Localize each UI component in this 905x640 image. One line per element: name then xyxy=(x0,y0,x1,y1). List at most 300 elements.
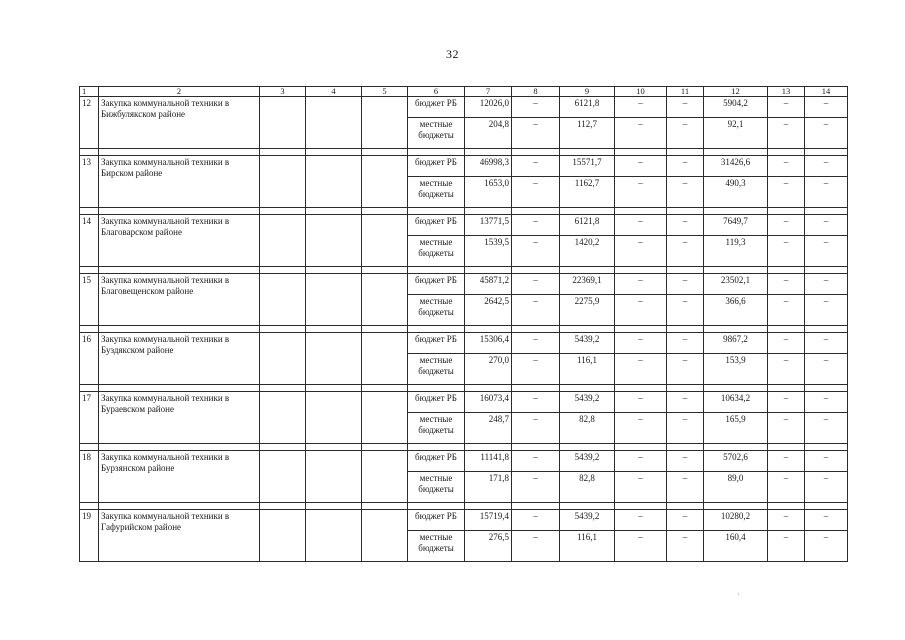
column-header-4: 4 xyxy=(306,87,362,97)
value-cell-c10: – xyxy=(615,354,667,385)
separator-cell xyxy=(306,149,362,156)
column-header-11: 11 xyxy=(667,87,704,97)
separator-cell xyxy=(260,385,306,392)
separator-cell xyxy=(465,267,512,274)
value-cell-c10: – xyxy=(615,97,667,118)
table-row xyxy=(80,392,848,413)
empty-cell xyxy=(260,215,306,267)
separator-cell xyxy=(99,267,260,274)
value-cell-c13: – xyxy=(768,118,805,149)
value-cell-c8: – xyxy=(512,97,560,118)
empty-cell xyxy=(260,97,306,149)
value-cell-c7: 1539,5 xyxy=(465,236,512,267)
separator-cell xyxy=(704,267,768,274)
separator-cell xyxy=(512,208,560,215)
separator-cell xyxy=(306,267,362,274)
value-cell-c12: 5702,6 xyxy=(704,451,768,472)
value-cell-c14: – xyxy=(805,333,848,354)
value-cell-c9: 5439,2 xyxy=(560,510,615,531)
separator-cell xyxy=(260,503,306,510)
separator-cell xyxy=(465,503,512,510)
separator-cell xyxy=(99,326,260,333)
value-cell-c10: – xyxy=(615,510,667,531)
value-cell-c12: 23502,1 xyxy=(704,274,768,295)
separator-cell xyxy=(362,149,408,156)
value-cell-c11: – xyxy=(667,472,704,503)
column-header-12: 12 xyxy=(704,87,768,97)
separator-cell xyxy=(362,326,408,333)
value-cell-c11: – xyxy=(667,354,704,385)
separator-cell xyxy=(306,444,362,451)
funding-source: бюджет РБ xyxy=(408,215,465,236)
column-header-8: 8 xyxy=(512,87,560,97)
value-cell-c14: – xyxy=(805,274,848,295)
separator-cell xyxy=(768,444,805,451)
value-cell-c14: – xyxy=(805,413,848,444)
column-header-10: 10 xyxy=(615,87,667,97)
value-cell-c9: 5439,2 xyxy=(560,451,615,472)
funding-source: бюджет РБ xyxy=(408,333,465,354)
row-number: 18 xyxy=(80,451,99,503)
separator-cell xyxy=(704,149,768,156)
value-cell-c11: – xyxy=(667,156,704,177)
value-cell-c12: 10634,2 xyxy=(704,392,768,413)
value-cell-c13: – xyxy=(768,510,805,531)
separator-cell xyxy=(560,149,615,156)
column-header-13: 13 xyxy=(768,87,805,97)
separator-cell xyxy=(512,503,560,510)
column-header-6: 6 xyxy=(408,87,465,97)
separator-cell xyxy=(805,385,848,392)
group-separator xyxy=(80,267,848,274)
separator-cell xyxy=(362,444,408,451)
value-cell-c12: 89,0 xyxy=(704,472,768,503)
value-cell-c13: – xyxy=(768,451,805,472)
separator-cell xyxy=(615,326,667,333)
value-cell-c12: 119,3 xyxy=(704,236,768,267)
row-number: 13 xyxy=(80,156,99,208)
value-cell-c13: – xyxy=(768,236,805,267)
value-cell-c12: 31426,6 xyxy=(704,156,768,177)
value-cell-c7: 45871,2 xyxy=(465,274,512,295)
row-description: Закупка коммунальной техники в Благовещенском районе xyxy=(99,274,260,326)
separator-cell xyxy=(704,503,768,510)
value-cell-c14: – xyxy=(805,118,848,149)
empty-cell xyxy=(306,333,362,385)
separator-cell xyxy=(805,503,848,510)
separator-cell xyxy=(408,385,465,392)
value-cell-c14: – xyxy=(805,97,848,118)
value-cell-c10: – xyxy=(615,215,667,236)
value-cell-c9: 6121,8 xyxy=(560,97,615,118)
separator-cell xyxy=(260,444,306,451)
row-number: 19 xyxy=(80,510,99,562)
value-cell-c11: – xyxy=(667,392,704,413)
table-row xyxy=(80,510,848,531)
separator-cell xyxy=(615,444,667,451)
empty-cell xyxy=(362,215,408,267)
separator-cell xyxy=(362,503,408,510)
separator-cell xyxy=(704,326,768,333)
separator-cell xyxy=(560,267,615,274)
value-cell-c8: – xyxy=(512,295,560,326)
column-header-14: 14 xyxy=(805,87,848,97)
separator-cell xyxy=(805,149,848,156)
value-cell-c11: – xyxy=(667,118,704,149)
funding-source: бюджет РБ xyxy=(408,510,465,531)
empty-cell xyxy=(260,451,306,503)
value-cell-c7: 270,0 xyxy=(465,354,512,385)
column-header-3: 3 xyxy=(260,87,306,97)
value-cell-c8: – xyxy=(512,236,560,267)
value-cell-c14: – xyxy=(805,177,848,208)
value-cell-c10: – xyxy=(615,236,667,267)
value-cell-c7: 15306,4 xyxy=(465,333,512,354)
value-cell-c13: – xyxy=(768,392,805,413)
separator-cell xyxy=(306,503,362,510)
value-cell-c12: 7649,7 xyxy=(704,215,768,236)
value-cell-c14: – xyxy=(805,354,848,385)
separator-cell xyxy=(615,267,667,274)
separator-cell xyxy=(99,444,260,451)
value-cell-c8: – xyxy=(512,510,560,531)
empty-cell xyxy=(260,274,306,326)
separator-cell xyxy=(512,149,560,156)
value-cell-c14: – xyxy=(805,531,848,562)
value-cell-c9: 116,1 xyxy=(560,531,615,562)
separator-cell xyxy=(408,326,465,333)
value-cell-c10: – xyxy=(615,333,667,354)
value-cell-c11: – xyxy=(667,531,704,562)
value-cell-c10: – xyxy=(615,295,667,326)
table-row xyxy=(80,215,848,236)
value-cell-c11: – xyxy=(667,236,704,267)
empty-cell xyxy=(306,451,362,503)
value-cell-c10: – xyxy=(615,274,667,295)
separator-cell xyxy=(560,444,615,451)
empty-cell xyxy=(306,392,362,444)
value-cell-c10: – xyxy=(615,531,667,562)
value-cell-c13: – xyxy=(768,295,805,326)
value-cell-c12: 160,4 xyxy=(704,531,768,562)
separator-cell xyxy=(408,503,465,510)
separator-cell xyxy=(667,149,704,156)
value-cell-c7: 1653,0 xyxy=(465,177,512,208)
separator-cell xyxy=(768,326,805,333)
value-cell-c10: – xyxy=(615,392,667,413)
separator-cell xyxy=(768,208,805,215)
column-header-7: 7 xyxy=(465,87,512,97)
funding-source: бюджет РБ xyxy=(408,274,465,295)
funding-source: бюджет РБ xyxy=(408,156,465,177)
value-cell-c13: – xyxy=(768,177,805,208)
separator-cell xyxy=(560,326,615,333)
separator-cell xyxy=(80,267,99,274)
empty-cell xyxy=(362,274,408,326)
separator-cell xyxy=(306,208,362,215)
empty-cell xyxy=(306,97,362,149)
separator-cell xyxy=(667,208,704,215)
value-cell-c9: 112,7 xyxy=(560,118,615,149)
funding-source: местные бюджеты xyxy=(408,118,465,149)
value-cell-c13: – xyxy=(768,215,805,236)
separator-cell xyxy=(465,149,512,156)
row-number: 15 xyxy=(80,274,99,326)
separator-cell xyxy=(805,267,848,274)
separator-cell xyxy=(667,444,704,451)
funding-source: местные бюджеты xyxy=(408,295,465,326)
value-cell-c9: 2275,9 xyxy=(560,295,615,326)
value-cell-c8: – xyxy=(512,472,560,503)
separator-cell xyxy=(465,326,512,333)
separator-cell xyxy=(80,149,99,156)
value-cell-c11: – xyxy=(667,97,704,118)
value-cell-c8: – xyxy=(512,392,560,413)
value-cell-c11: – xyxy=(667,451,704,472)
value-cell-c11: – xyxy=(667,295,704,326)
separator-cell xyxy=(80,208,99,215)
value-cell-c11: – xyxy=(667,333,704,354)
value-cell-c13: – xyxy=(768,472,805,503)
value-cell-c9: 15571,7 xyxy=(560,156,615,177)
value-cell-c11: – xyxy=(667,274,704,295)
separator-cell xyxy=(704,444,768,451)
separator-cell xyxy=(704,385,768,392)
value-cell-c7: 11141,8 xyxy=(465,451,512,472)
value-cell-c12: 165,9 xyxy=(704,413,768,444)
value-cell-c13: – xyxy=(768,274,805,295)
row-number: 12 xyxy=(80,97,99,149)
funding-source: бюджет РБ xyxy=(408,451,465,472)
value-cell-c12: 92,1 xyxy=(704,118,768,149)
empty-cell xyxy=(260,510,306,562)
value-cell-c10: – xyxy=(615,472,667,503)
value-cell-c7: 2642,5 xyxy=(465,295,512,326)
value-cell-c8: – xyxy=(512,451,560,472)
value-cell-c9: 5439,2 xyxy=(560,392,615,413)
value-cell-c7: 46998,3 xyxy=(465,156,512,177)
empty-cell xyxy=(362,392,408,444)
value-cell-c8: – xyxy=(512,156,560,177)
value-cell-c12: 9867,2 xyxy=(704,333,768,354)
value-cell-c10: – xyxy=(615,413,667,444)
value-cell-c8: – xyxy=(512,215,560,236)
value-cell-c7: 16073,4 xyxy=(465,392,512,413)
empty-cell xyxy=(362,510,408,562)
separator-cell xyxy=(99,385,260,392)
separator-cell xyxy=(615,503,667,510)
value-cell-c14: – xyxy=(805,392,848,413)
separator-cell xyxy=(80,326,99,333)
separator-cell xyxy=(512,444,560,451)
funding-source: местные бюджеты xyxy=(408,413,465,444)
separator-cell xyxy=(512,326,560,333)
value-cell-c10: – xyxy=(615,156,667,177)
separator-cell xyxy=(560,503,615,510)
separator-cell xyxy=(465,385,512,392)
separator-cell xyxy=(260,267,306,274)
separator-cell xyxy=(80,385,99,392)
value-cell-c14: – xyxy=(805,510,848,531)
row-description: Закупка коммунальной техники в Гафурийском районе xyxy=(99,510,260,562)
value-cell-c13: – xyxy=(768,531,805,562)
value-cell-c11: – xyxy=(667,177,704,208)
value-cell-c9: 6121,8 xyxy=(560,215,615,236)
value-cell-c9: 1420,2 xyxy=(560,236,615,267)
value-cell-c9: 82,8 xyxy=(560,472,615,503)
separator-cell xyxy=(408,208,465,215)
value-cell-c12: 153,9 xyxy=(704,354,768,385)
separator-cell xyxy=(99,149,260,156)
table-row xyxy=(80,451,848,472)
column-header-1: 1 xyxy=(80,87,99,97)
separator-cell xyxy=(408,444,465,451)
funding-source: бюджет РБ xyxy=(408,392,465,413)
separator-cell xyxy=(560,208,615,215)
empty-cell xyxy=(260,392,306,444)
budget-table xyxy=(79,86,848,562)
value-cell-c7: 15719,4 xyxy=(465,510,512,531)
funding-source: местные бюджеты xyxy=(408,177,465,208)
value-cell-c7: 276,5 xyxy=(465,531,512,562)
value-cell-c11: – xyxy=(667,510,704,531)
empty-cell xyxy=(362,97,408,149)
value-cell-c12: 490,3 xyxy=(704,177,768,208)
separator-cell xyxy=(667,385,704,392)
value-cell-c14: – xyxy=(805,295,848,326)
separator-cell xyxy=(260,326,306,333)
row-description: Закупка коммунальной техники в Буздякском районе xyxy=(99,333,260,385)
value-cell-c10: – xyxy=(615,177,667,208)
value-cell-c8: – xyxy=(512,333,560,354)
separator-cell xyxy=(408,149,465,156)
row-number: 17 xyxy=(80,392,99,444)
table-row xyxy=(80,333,848,354)
empty-cell xyxy=(260,156,306,208)
separator-cell xyxy=(260,208,306,215)
value-cell-c12: 366,6 xyxy=(704,295,768,326)
value-cell-c9: 82,8 xyxy=(560,413,615,444)
group-separator xyxy=(80,149,848,156)
funding-source: местные бюджеты xyxy=(408,236,465,267)
value-cell-c9: 22369,1 xyxy=(560,274,615,295)
empty-cell xyxy=(306,510,362,562)
empty-cell xyxy=(362,451,408,503)
column-header-9: 9 xyxy=(560,87,615,97)
separator-cell xyxy=(704,208,768,215)
value-cell-c12: 5904,2 xyxy=(704,97,768,118)
value-cell-c8: – xyxy=(512,118,560,149)
separator-cell xyxy=(805,444,848,451)
separator-cell xyxy=(768,267,805,274)
row-number: 16 xyxy=(80,333,99,385)
value-cell-c13: – xyxy=(768,413,805,444)
table-body xyxy=(80,97,848,562)
column-header-5: 5 xyxy=(362,87,408,97)
value-cell-c8: – xyxy=(512,177,560,208)
separator-cell xyxy=(615,149,667,156)
value-cell-c10: – xyxy=(615,451,667,472)
value-cell-c8: – xyxy=(512,531,560,562)
value-cell-c14: – xyxy=(805,156,848,177)
separator-cell xyxy=(408,267,465,274)
column-header-2: 2 xyxy=(99,87,260,97)
table-row xyxy=(80,274,848,295)
separator-cell xyxy=(667,267,704,274)
row-description: Закупка коммунальной техники в Бижбулякском районе xyxy=(99,97,260,149)
separator-cell xyxy=(362,385,408,392)
separator-cell xyxy=(362,208,408,215)
separator-cell xyxy=(260,149,306,156)
group-separator xyxy=(80,326,848,333)
row-number: 14 xyxy=(80,215,99,267)
empty-cell xyxy=(306,215,362,267)
separator-cell xyxy=(465,444,512,451)
value-cell-c11: – xyxy=(667,413,704,444)
empty-cell xyxy=(362,156,408,208)
value-cell-c14: – xyxy=(805,451,848,472)
value-cell-c7: 12026,0 xyxy=(465,97,512,118)
value-cell-c9: 1162,7 xyxy=(560,177,615,208)
value-cell-c12: 10280,2 xyxy=(704,510,768,531)
separator-cell xyxy=(615,208,667,215)
value-cell-c13: – xyxy=(768,333,805,354)
value-cell-c9: 116,1 xyxy=(560,354,615,385)
value-cell-c14: – xyxy=(805,215,848,236)
funding-source: бюджет РБ xyxy=(408,97,465,118)
row-description: Закупка коммунальной техники в Бурзянском районе xyxy=(99,451,260,503)
group-separator xyxy=(80,444,848,451)
empty-cell xyxy=(306,156,362,208)
separator-cell xyxy=(667,326,704,333)
separator-cell xyxy=(80,503,99,510)
row-description: Закупка коммунальной техники в Благоварском районе xyxy=(99,215,260,267)
value-cell-c7: 13771,5 xyxy=(465,215,512,236)
value-cell-c8: – xyxy=(512,354,560,385)
table-row xyxy=(80,156,848,177)
separator-cell xyxy=(99,208,260,215)
value-cell-c13: – xyxy=(768,156,805,177)
funding-source: местные бюджеты xyxy=(408,531,465,562)
separator-cell xyxy=(805,208,848,215)
value-cell-c11: – xyxy=(667,215,704,236)
group-separator xyxy=(80,208,848,215)
group-separator xyxy=(80,385,848,392)
separator-cell xyxy=(560,385,615,392)
column-number-row xyxy=(80,87,848,97)
row-description: Закупка коммунальной техники в Бирском районе xyxy=(99,156,260,208)
separator-cell xyxy=(768,503,805,510)
separator-cell xyxy=(80,444,99,451)
scan-speck: · xyxy=(737,590,740,599)
separator-cell xyxy=(667,503,704,510)
value-cell-c9: 5439,2 xyxy=(560,333,615,354)
value-cell-c8: – xyxy=(512,413,560,444)
separator-cell xyxy=(306,326,362,333)
separator-cell xyxy=(615,385,667,392)
empty-cell xyxy=(362,333,408,385)
separator-cell xyxy=(306,385,362,392)
separator-cell xyxy=(362,267,408,274)
value-cell-c13: – xyxy=(768,97,805,118)
separator-cell xyxy=(768,149,805,156)
funding-source: местные бюджеты xyxy=(408,472,465,503)
separator-cell xyxy=(805,326,848,333)
value-cell-c14: – xyxy=(805,472,848,503)
group-separator xyxy=(80,503,848,510)
empty-cell xyxy=(306,274,362,326)
value-cell-c7: 204,8 xyxy=(465,118,512,149)
